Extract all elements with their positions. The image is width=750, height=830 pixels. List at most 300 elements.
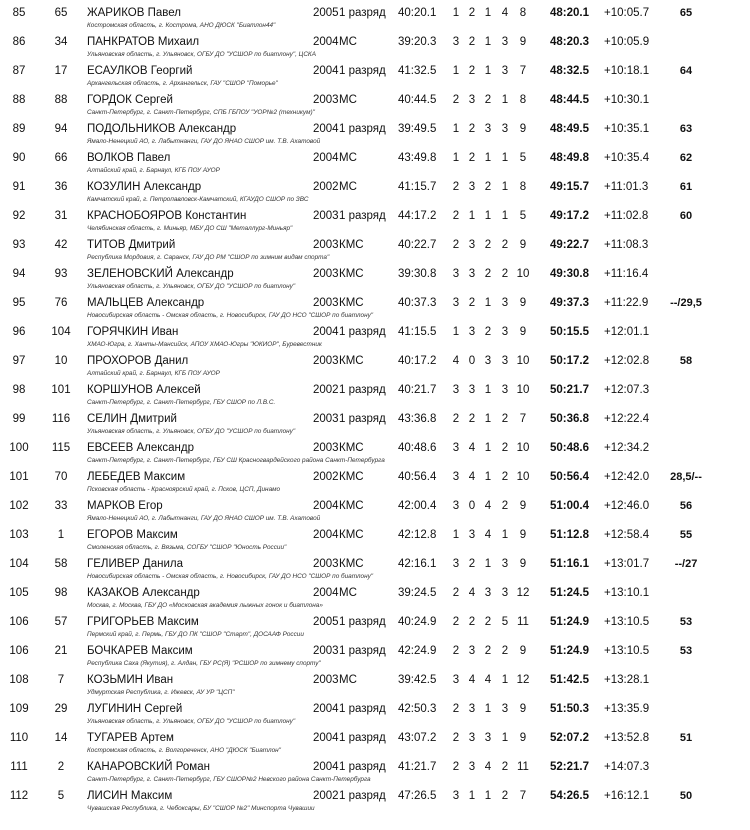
shooting-1: 1 [452, 326, 460, 338]
result-time: 50:21.7 [550, 384, 590, 396]
penalty-total: 5 [519, 210, 527, 222]
time-gap: +13:01.7 [604, 558, 650, 570]
place-cell: 97 [12, 355, 26, 367]
athlete-name: СЕЛИН Дмитрий [87, 413, 177, 425]
region-team: Удмуртская Республика, г. Ижевск, АУ УР "ЦСП" [87, 689, 235, 696]
region-team: Ульяновская область, г. Ульяновск, ОГБУ ДО "УСШОР по биатлону", ЦСКА [87, 51, 316, 58]
shooting-1: 2 [452, 181, 460, 193]
ski-time: 40:37.3 [398, 297, 437, 309]
shooting-4: 3 [501, 297, 509, 309]
result-time: 51:24.9 [550, 616, 590, 628]
result-time: 51:16.1 [550, 558, 590, 570]
table-row [0, 582, 750, 611]
ski-time: 39:49.5 [398, 123, 437, 135]
penalty-total: 9 [519, 645, 527, 657]
shooting-4: 1 [501, 674, 509, 686]
table-row [0, 176, 750, 205]
region-team: Челябинская область, г. Миньяр, МБУ ДО СШ "Металлург-Миньяр" [87, 225, 293, 232]
result-time: 48:49.8 [550, 152, 590, 164]
ski-time: 40:21.7 [398, 384, 437, 396]
time-gap: +12:22.4 [604, 413, 650, 425]
penalty-total: 10 [516, 384, 530, 396]
shooting-3: 2 [484, 181, 492, 193]
birth-year: 2004 [313, 761, 339, 773]
shooting-4: 2 [501, 413, 509, 425]
place-cell: 112 [9, 790, 29, 802]
sport-rank: 1 разряд [339, 65, 386, 77]
athlete-name: ПОДОЛЬНИКОВ Александр [87, 123, 237, 135]
ski-time: 42:24.9 [398, 645, 437, 657]
penalty-total: 10 [516, 268, 530, 280]
shooting-1: 3 [452, 384, 460, 396]
points: --/29,5 [670, 297, 702, 309]
shooting-1: 3 [452, 790, 460, 802]
table-row [0, 553, 750, 582]
region-team: Республика Саха (Якутия), г. Алдан, ГБУ РС(Я) "РСШОР по зимнему спорту" [87, 660, 321, 667]
shooting-4: 2 [501, 645, 509, 657]
shooting-1: 3 [452, 674, 460, 686]
bib-cell: 17 [54, 65, 68, 77]
athlete-name: КРАСНОБОЯРОВ Константин [87, 210, 247, 222]
shooting-2: 4 [468, 674, 476, 686]
penalty-total: 9 [519, 732, 527, 744]
table-row [0, 727, 750, 756]
penalty-total: 12 [516, 587, 530, 599]
sport-rank: 1 разряд [339, 645, 386, 657]
athlete-name: ЕГОРОВ Максим [87, 529, 178, 541]
shooting-4: 3 [501, 587, 509, 599]
birth-year: 2004 [313, 587, 339, 599]
result-time: 51:24.5 [550, 587, 590, 599]
athlete-name: ВОЛКОВ Павел [87, 152, 171, 164]
shooting-3: 2 [484, 239, 492, 251]
bib-cell: 88 [54, 94, 68, 106]
birth-year: 2003 [313, 413, 339, 425]
shooting-1: 2 [452, 210, 460, 222]
sport-rank: МС [339, 94, 357, 106]
shooting-4: 3 [501, 123, 509, 135]
shooting-2: 2 [468, 123, 476, 135]
sport-rank: 1 разряд [339, 7, 386, 19]
result-time: 50:48.6 [550, 442, 590, 454]
bib-cell: 116 [51, 413, 71, 425]
birth-year: 2003 [313, 645, 339, 657]
penalty-total: 9 [519, 326, 527, 338]
table-row [0, 60, 750, 89]
shooting-4: 1 [501, 94, 509, 106]
athlete-name: ЛУГИНИН Сергей [87, 703, 183, 715]
time-gap: +11:01.3 [604, 181, 649, 193]
region-team: Чувашская Республика, г. Чебоксары, БУ "СШОР №2" Минспорта Чувашии [87, 805, 315, 812]
sport-rank: КМС [339, 355, 364, 367]
place-cell: 106 [9, 616, 29, 628]
shooting-4: 2 [501, 471, 509, 483]
birth-year: 2003 [313, 558, 339, 570]
shooting-3: 4 [484, 761, 492, 773]
shooting-2: 2 [468, 413, 476, 425]
athlete-name: ЕВСЕЕВ Александр [87, 442, 195, 454]
sport-rank: 1 разряд [339, 790, 386, 802]
penalty-total: 9 [519, 123, 527, 135]
result-time: 51:12.8 [550, 529, 590, 541]
place-cell: 85 [12, 7, 26, 19]
shooting-1: 3 [452, 297, 460, 309]
athlete-name: КОЗЬМИН Иван [87, 674, 174, 686]
shooting-2: 4 [468, 587, 476, 599]
table-row [0, 147, 750, 176]
region-team: Алтайский край, г. Барнаул, КГБ ПОУ АУОР [87, 167, 220, 174]
shooting-3: 1 [484, 210, 492, 222]
bib-cell: 31 [54, 210, 68, 222]
points: 63 [679, 123, 693, 135]
region-team: Алтайский край, г. Барнаул, КГБ ПОУ АУОР [87, 370, 220, 377]
place-cell: 101 [9, 471, 29, 483]
athlete-name: ПРОХОРОВ Данил [87, 355, 189, 367]
athlete-name: ГОРЯЧКИН Иван [87, 326, 179, 338]
region-team: Псковская область - Красноярский край, г. Псков, ЦСП, Динамо [87, 486, 281, 493]
shooting-1: 3 [452, 558, 460, 570]
result-time: 50:15.5 [550, 326, 590, 338]
points: 60 [679, 210, 693, 222]
birth-year: 2004 [313, 65, 339, 77]
penalty-total: 7 [519, 790, 527, 802]
region-team: Ямало-Ненецкий АО, г. Лабытнанги, ГАУ ДО ЯНАО СШОР им. Т.В. Ахатовой [87, 515, 321, 522]
ski-time: 41:15.7 [398, 181, 437, 193]
time-gap: +12:46.0 [604, 500, 650, 512]
bib-cell: 34 [54, 36, 68, 48]
region-team: Республика Мордовия, г. Саранск, ГАУ ДО РМ "СШОР по зимним видам спорта" [87, 254, 330, 261]
bib-cell: 21 [54, 645, 68, 657]
birth-year: 2004 [313, 123, 339, 135]
birth-year: 2004 [313, 732, 339, 744]
shooting-3: 1 [484, 7, 492, 19]
bib-cell: 70 [54, 471, 68, 483]
ski-time: 42:12.8 [398, 529, 437, 541]
shooting-2: 2 [468, 65, 476, 77]
shooting-3: 2 [484, 94, 492, 106]
shooting-4: 2 [501, 268, 509, 280]
shooting-3: 1 [484, 790, 492, 802]
penalty-total: 7 [519, 65, 527, 77]
time-gap: +13:28.1 [604, 674, 650, 686]
ski-time: 39:30.8 [398, 268, 437, 280]
region-team: Санкт-Петербург, г. Санкт-Петербург, ГБУ СШОР по Л.В.С. [87, 399, 276, 406]
shooting-2: 3 [468, 268, 476, 280]
shooting-1: 1 [452, 123, 460, 135]
sport-rank: МС [339, 674, 357, 686]
time-gap: +13:10.1 [604, 587, 650, 599]
place-cell: 110 [9, 732, 29, 744]
time-gap: +12:01.1 [604, 326, 650, 338]
birth-year: 2002 [313, 471, 339, 483]
time-gap: +12:02.8 [604, 355, 650, 367]
result-time: 48:32.5 [550, 65, 590, 77]
bib-cell: 65 [54, 7, 68, 19]
region-team: Костромская область, г. Волгореченск, АНО "ДЮСК "Биатлон" [87, 747, 281, 754]
table-row [0, 31, 750, 60]
shooting-3: 1 [484, 558, 492, 570]
sport-rank: 1 разряд [339, 123, 386, 135]
athlete-name: ПАНКРАТОВ Михаил [87, 36, 200, 48]
penalty-total: 10 [516, 355, 530, 367]
sport-rank: КМС [339, 500, 364, 512]
sport-rank: КМС [339, 558, 364, 570]
ski-time: 41:21.7 [398, 761, 437, 773]
time-gap: +11:08.3 [604, 239, 649, 251]
shooting-4: 2 [501, 761, 509, 773]
table-row [0, 756, 750, 785]
shooting-3: 4 [484, 529, 492, 541]
table-row [0, 408, 750, 437]
shooting-2: 3 [468, 239, 476, 251]
place-cell: 92 [12, 210, 26, 222]
place-cell: 100 [9, 442, 29, 454]
table-row [0, 698, 750, 727]
bib-cell: 57 [54, 616, 68, 628]
shooting-4: 2 [501, 500, 509, 512]
shooting-1: 3 [452, 36, 460, 48]
athlete-name: БОЧКАРЕВ Максим [87, 645, 193, 657]
result-time: 51:42.5 [550, 674, 590, 686]
result-time: 49:22.7 [550, 239, 590, 251]
birth-year: 2004 [313, 326, 339, 338]
shooting-2: 3 [468, 529, 476, 541]
time-gap: +10:05.7 [604, 7, 650, 19]
result-time: 52:07.2 [550, 732, 590, 744]
shooting-3: 2 [484, 326, 492, 338]
ski-time: 39:42.5 [398, 674, 437, 686]
shooting-1: 3 [452, 268, 460, 280]
bib-cell: 5 [57, 790, 65, 802]
points: --/27 [674, 558, 698, 570]
birth-year: 2003 [313, 239, 339, 251]
shooting-3: 1 [484, 413, 492, 425]
athlete-name: КОРШУНОВ Алексей [87, 384, 201, 396]
birth-year: 2002 [313, 384, 339, 396]
result-time: 49:17.2 [550, 210, 590, 222]
time-gap: +14:07.3 [604, 761, 650, 773]
sport-rank: КМС [339, 239, 364, 251]
points: 65 [679, 7, 693, 19]
shooting-3: 3 [484, 123, 492, 135]
shooting-2: 4 [468, 471, 476, 483]
ski-time: 40:56.4 [398, 471, 437, 483]
sport-rank: КМС [339, 442, 364, 454]
result-time: 50:36.8 [550, 413, 590, 425]
shooting-3: 4 [484, 500, 492, 512]
region-team: Ульяновская область, г. Ульяновск, ОГБУ ДО "УСШОР по биатлону" [87, 283, 296, 290]
bib-cell: 66 [54, 152, 68, 164]
athlete-name: ГРИГОРЬЕВ Максим [87, 616, 199, 628]
shooting-1: 2 [452, 645, 460, 657]
shooting-3: 1 [484, 297, 492, 309]
shooting-4: 5 [501, 616, 509, 628]
birth-year: 2003 [313, 268, 339, 280]
shooting-3: 1 [484, 703, 492, 715]
shooting-2: 2 [468, 36, 476, 48]
bib-cell: 29 [54, 703, 68, 715]
table-row [0, 2, 750, 31]
birth-year: 2005 [313, 7, 339, 19]
birth-year: 2004 [313, 152, 339, 164]
shooting-4: 3 [501, 36, 509, 48]
bib-cell: 1 [57, 529, 65, 541]
place-cell: 103 [9, 529, 29, 541]
place-cell: 108 [9, 674, 29, 686]
penalty-total: 7 [519, 413, 527, 425]
points: 53 [679, 616, 693, 628]
athlete-name: ГОРДОК Сергей [87, 94, 173, 106]
table-row [0, 466, 750, 495]
penalty-total: 9 [519, 703, 527, 715]
shooting-1: 1 [452, 65, 460, 77]
points: 55 [679, 529, 693, 541]
penalty-total: 9 [519, 297, 527, 309]
time-gap: +16:12.1 [604, 790, 650, 802]
bib-cell: 76 [54, 297, 68, 309]
ski-time: 40:20.1 [398, 7, 437, 19]
shooting-3: 3 [484, 732, 492, 744]
shooting-3: 2 [484, 268, 492, 280]
ski-time: 44:17.2 [398, 210, 437, 222]
place-cell: 98 [12, 384, 26, 396]
time-gap: +10:18.1 [604, 65, 650, 77]
sport-rank: 1 разряд [339, 413, 386, 425]
result-time: 48:49.5 [550, 123, 590, 135]
place-cell: 95 [12, 297, 26, 309]
table-row [0, 118, 750, 147]
time-gap: +12:07.3 [604, 384, 650, 396]
bib-cell: 33 [54, 500, 68, 512]
penalty-total: 11 [517, 761, 529, 773]
shooting-4: 2 [501, 790, 509, 802]
ski-time: 40:24.9 [398, 616, 437, 628]
ski-time: 41:15.5 [398, 326, 437, 338]
shooting-2: 3 [468, 94, 476, 106]
place-cell: 102 [9, 500, 29, 512]
place-cell: 90 [12, 152, 26, 164]
shooting-3: 1 [484, 442, 492, 454]
result-time: 51:24.9 [550, 645, 590, 657]
points: 62 [679, 152, 693, 164]
shooting-1: 2 [452, 616, 460, 628]
place-cell: 87 [12, 65, 26, 77]
ski-time: 42:16.1 [398, 558, 437, 570]
shooting-3: 1 [484, 384, 492, 396]
shooting-2: 0 [468, 355, 476, 367]
region-team: Пермский край, г. Пермь, ГБУ ДО ПК "СШОР "Старт", ДОСААФ России [87, 631, 304, 638]
region-team: Ульяновская область, г. Ульяновск, ОГБУ ДО "УСШОР по биатлону" [87, 718, 296, 725]
sport-rank: МС [339, 181, 357, 193]
place-cell: 88 [12, 94, 26, 106]
time-gap: +13:35.9 [604, 703, 650, 715]
penalty-total: 8 [519, 94, 527, 106]
shooting-4: 3 [501, 355, 509, 367]
ski-time: 39:24.5 [398, 587, 437, 599]
sport-rank: КМС [339, 297, 364, 309]
shooting-4: 4 [501, 7, 509, 19]
region-team: Санкт-Петербург, г. Санкт-Петербург, ГБУ СШ Красногвардейского района Санкт-Петербурга [87, 457, 385, 464]
birth-year: 2003 [313, 355, 339, 367]
athlete-name: ЕСАУЛКОВ Георгий [87, 65, 193, 77]
ski-time: 40:44.5 [398, 94, 437, 106]
shooting-3: 1 [484, 152, 492, 164]
birth-year: 2003 [313, 210, 339, 222]
table-row [0, 640, 750, 669]
region-team: ХМАО-Югра, г. Ханты-Мансийск, АПОУ ХМАО-Югры "ЮКИОР", Буревестник [87, 341, 322, 348]
shooting-3: 4 [484, 674, 492, 686]
bib-cell: 98 [54, 587, 68, 599]
result-time: 48:20.1 [550, 7, 590, 19]
athlete-name: ЗЕЛЕНОВСКИЙ Александр [87, 268, 234, 280]
time-gap: +10:35.1 [604, 123, 650, 135]
athlete-name: ТУГАРЕВ Артем [87, 732, 174, 744]
shooting-4: 2 [501, 442, 509, 454]
shooting-2: 1 [468, 210, 476, 222]
place-cell: 109 [9, 703, 29, 715]
time-gap: +10:30.1 [604, 94, 650, 106]
time-gap: +13:10.5 [604, 645, 650, 657]
shooting-1: 2 [452, 703, 460, 715]
shooting-2: 3 [468, 703, 476, 715]
result-time: 54:26.5 [550, 790, 590, 802]
shooting-1: 2 [452, 761, 460, 773]
region-team: Камчатский край, г. Петропавловск-Камчатский, КГАУДО СШОР по ЗВС [87, 196, 309, 203]
ski-time: 39:20.3 [398, 36, 437, 48]
shooting-1: 1 [452, 7, 460, 19]
time-gap: +11:22.9 [604, 297, 649, 309]
athlete-name: КАНАРОВСКИЙ Роман [87, 761, 210, 773]
penalty-total: 11 [517, 616, 529, 628]
shooting-2: 1 [468, 790, 476, 802]
bib-cell: 115 [51, 442, 71, 454]
shooting-3: 3 [484, 587, 492, 599]
shooting-1: 2 [452, 413, 460, 425]
bib-cell: 104 [51, 326, 71, 338]
birth-year: 2003 [313, 297, 339, 309]
result-time: 51:50.3 [550, 703, 590, 715]
athlete-name: МАРКОВ Егор [87, 500, 163, 512]
shooting-4: 3 [501, 384, 509, 396]
result-time: 49:37.3 [550, 297, 590, 309]
bib-cell: 58 [54, 558, 68, 570]
place-cell: 93 [12, 239, 26, 251]
shooting-2: 4 [468, 442, 476, 454]
region-team: Ульяновская область, г. Ульяновск, ОГБУ ДО "УСШОР по биатлону" [87, 428, 296, 435]
shooting-1: 2 [452, 587, 460, 599]
sport-rank: КМС [339, 471, 364, 483]
ski-time: 47:26.5 [398, 790, 437, 802]
athlete-name: МАЛЬЦЕВ Александр [87, 297, 205, 309]
sport-rank: 1 разряд [339, 616, 386, 628]
birth-year: 2004 [313, 500, 339, 512]
birth-year: 2005 [313, 616, 339, 628]
shooting-2: 0 [468, 500, 476, 512]
birth-year: 2004 [313, 529, 339, 541]
shooting-3: 2 [484, 616, 492, 628]
shooting-3: 2 [484, 645, 492, 657]
bib-cell: 36 [54, 181, 68, 193]
sport-rank: 1 разряд [339, 210, 386, 222]
result-time: 52:21.7 [550, 761, 590, 773]
time-gap: +12:58.4 [604, 529, 650, 541]
shooting-2: 3 [468, 181, 476, 193]
athlete-name: ЖАРИКОВ Павел [87, 7, 181, 19]
sport-rank: 1 разряд [339, 703, 386, 715]
table-row [0, 350, 750, 379]
shooting-4: 1 [501, 529, 509, 541]
penalty-total: 9 [519, 500, 527, 512]
